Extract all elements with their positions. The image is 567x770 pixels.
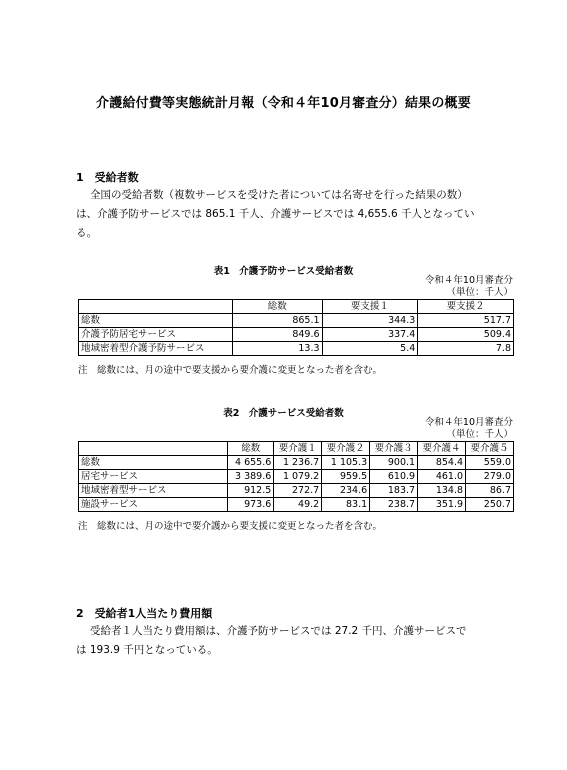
- table-header-cell: [79, 442, 228, 456]
- table-cell: 959.5: [322, 470, 370, 484]
- table-cell: 272.7: [274, 484, 322, 498]
- table-header-cell: 要介護２: [322, 442, 370, 456]
- table-row: [79, 498, 514, 512]
- table2-unit: （単位：千人）: [446, 429, 513, 440]
- table-cell: 461.0: [418, 470, 466, 484]
- table-cell: 238.7: [370, 498, 418, 512]
- table1-period: 令和４年10月審査分: [424, 275, 513, 286]
- row-label: 居宅サービス: [79, 470, 228, 484]
- table-header-cell: 要支援１: [322, 300, 418, 314]
- table-cell: 5.4: [322, 342, 418, 356]
- table-cell: 973.6: [228, 498, 274, 512]
- table-cell: 279.0: [466, 470, 514, 484]
- section1-heading: 1 受給者数: [76, 171, 139, 184]
- table-header-cell: [79, 300, 233, 314]
- row-label: 施設サービス: [79, 498, 228, 512]
- page-title: 介護給付費等実態統計月報（令和４年10月審査分）結果の概要: [96, 96, 471, 111]
- table-row: [79, 342, 514, 356]
- row-label: 総数: [79, 314, 233, 328]
- table-header-cell: 要介護３: [370, 442, 418, 456]
- table-header-cell: 要介護４: [418, 442, 466, 456]
- table-cell: 865.1: [232, 314, 322, 328]
- table-cell: 559.0: [466, 456, 514, 470]
- table1-header-row: [79, 300, 514, 314]
- table1-caption: 表1 介護予防サービス受給者数: [213, 266, 354, 277]
- table-row: [79, 328, 514, 342]
- section2-heading: 2 受給者1人当たり費用額: [76, 607, 213, 620]
- table-cell: 849.6: [232, 328, 322, 342]
- table2-meta: [425, 417, 513, 441]
- section2-line2: は 193.9 千円となっている。: [76, 644, 218, 656]
- table-row: [79, 314, 514, 328]
- section1-line3: る。: [76, 227, 97, 239]
- table-cell: 1 236.7: [274, 456, 322, 470]
- table-cell: 234.6: [322, 484, 370, 498]
- table-cell: 854.4: [418, 456, 466, 470]
- table-row: [79, 456, 514, 470]
- table-cell: 250.7: [466, 498, 514, 512]
- table2-header-row: [79, 442, 514, 456]
- table-cell: 3 389.6: [228, 470, 274, 484]
- table-cell: 183.7: [370, 484, 418, 498]
- table-cell: 912.5: [228, 484, 274, 498]
- row-label: 地域密着型介護予防サービス: [79, 342, 233, 356]
- table1-note: 注 総数には、月の途中で要支援から要介護に変更となった者を含む。: [78, 365, 383, 376]
- table-cell: 1 079.2: [274, 470, 322, 484]
- table-cell: 86.7: [466, 484, 514, 498]
- table-cell: 7.8: [418, 342, 514, 356]
- table1: [78, 299, 514, 356]
- table-header-cell: 要支援２: [418, 300, 514, 314]
- table1-meta: [425, 275, 513, 299]
- table-cell: 351.9: [418, 498, 466, 512]
- table-header-cell: 総数: [228, 442, 274, 456]
- section2-paragraph: [76, 622, 516, 660]
- table-cell: 49.2: [274, 498, 322, 512]
- table-cell: 4 655.6: [228, 456, 274, 470]
- table-cell: 509.4: [418, 328, 514, 342]
- row-label: 総数: [79, 456, 228, 470]
- table-cell: 344.3: [322, 314, 418, 328]
- table-cell: 13.3: [232, 342, 322, 356]
- table-row: [79, 484, 514, 498]
- table-cell: 83.1: [322, 498, 370, 512]
- table-cell: 610.9: [370, 470, 418, 484]
- table-header-cell: 要介護１: [274, 442, 322, 456]
- table-cell: 517.7: [418, 314, 514, 328]
- table1-unit: （単位：千人）: [446, 287, 513, 298]
- table-cell: 337.4: [322, 328, 418, 342]
- table-row: [79, 470, 514, 484]
- table-header-cell: 要介護５: [466, 442, 514, 456]
- section1-line1: 全国の受給者数（複数サービスを受けた者については名寄せを行った結果の数）: [90, 189, 468, 201]
- table-cell: 900.1: [370, 456, 418, 470]
- section2-line1: 受給者１人当たり費用額は、介護予防サービスでは 27.2 千円、介護サービスで: [90, 625, 467, 637]
- table2-caption: 表2 介護サービス受給者数: [223, 408, 344, 419]
- table-cell: 1 105.3: [322, 456, 370, 470]
- table2-note: 注 総数には、月の途中で要介護から要支援に変更となった者を含む。: [78, 521, 383, 532]
- table2-period: 令和４年10月審査分: [424, 417, 513, 428]
- section1-line2: は、介護予防サービスでは 865.1 千人、介護サービスでは 4,655.6 千人となってい: [76, 208, 475, 220]
- row-label: 介護予防居宅サービス: [79, 328, 233, 342]
- table-header-cell: 総数: [232, 300, 322, 314]
- table-cell: 134.8: [418, 484, 466, 498]
- table2: [78, 441, 514, 512]
- section1-paragraph: [76, 186, 516, 243]
- row-label: 地域密着型サービス: [79, 484, 228, 498]
